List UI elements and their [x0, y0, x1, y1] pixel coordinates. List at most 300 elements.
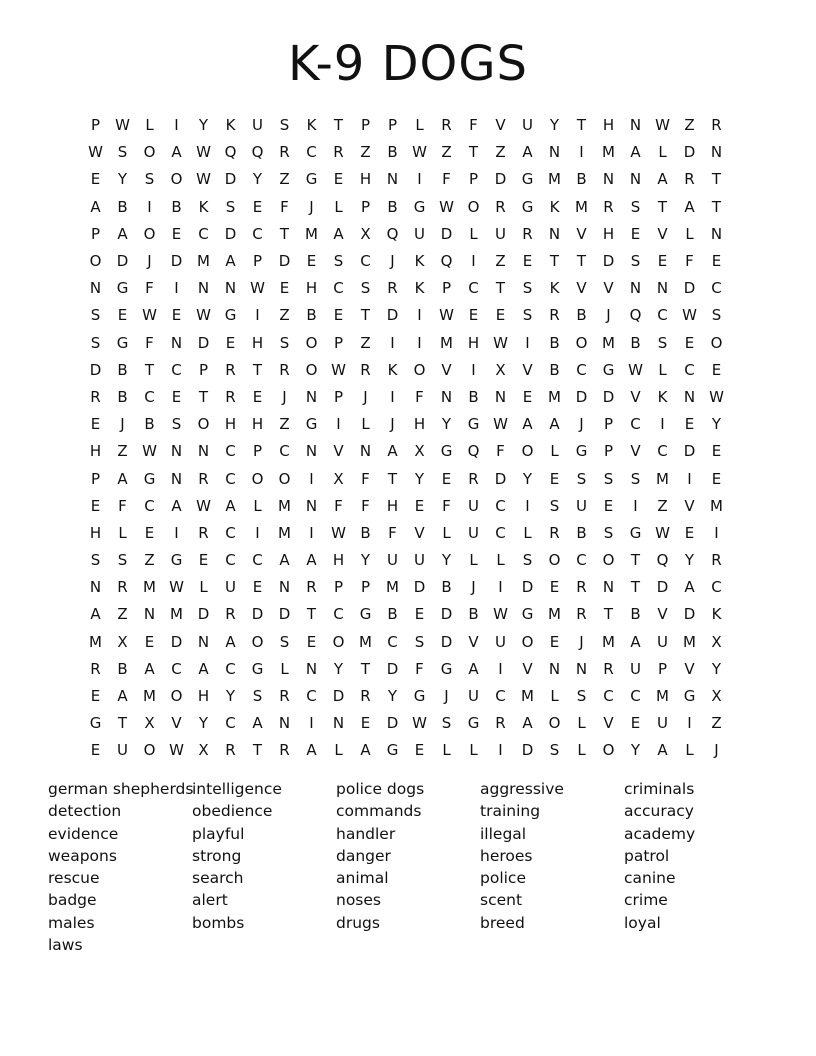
grid-cell[interactable]: T: [387, 469, 398, 488]
grid-cell[interactable]: G: [629, 523, 642, 542]
grid-cell[interactable]: R: [225, 387, 236, 406]
grid-cell[interactable]: F: [442, 170, 451, 189]
grid-cell[interactable]: T: [360, 306, 371, 325]
grid-cell[interactable]: C: [630, 687, 641, 706]
grid-cell[interactable]: H: [413, 415, 426, 434]
grid-cell[interactable]: E: [360, 714, 371, 733]
grid-cell[interactable]: M: [656, 687, 669, 706]
grid-cell[interactable]: C: [576, 551, 587, 570]
grid-cell[interactable]: D: [683, 442, 696, 461]
grid-cell[interactable]: I: [714, 523, 719, 542]
grid-cell[interactable]: J: [606, 306, 611, 325]
grid-cell[interactable]: V: [441, 360, 452, 379]
grid-cell[interactable]: I: [255, 523, 260, 542]
grid-cell[interactable]: G: [359, 605, 372, 624]
grid-cell[interactable]: I: [309, 523, 314, 542]
grid-cell[interactable]: D: [332, 687, 345, 706]
grid-cell[interactable]: P: [90, 116, 101, 135]
grid-cell[interactable]: S: [711, 306, 722, 325]
grid-cell[interactable]: Z: [360, 143, 371, 162]
grid-cell[interactable]: O: [710, 333, 723, 352]
grid-cell[interactable]: N: [197, 279, 210, 298]
grid-cell[interactable]: F: [388, 523, 397, 542]
grid-cell[interactable]: G: [413, 687, 426, 706]
grid-cell[interactable]: L: [253, 496, 262, 515]
grid-cell[interactable]: K: [549, 279, 560, 298]
grid-cell[interactable]: R: [576, 578, 587, 597]
grid-cell[interactable]: L: [496, 551, 505, 570]
grid-cell[interactable]: D: [494, 469, 507, 488]
grid-cell[interactable]: E: [90, 415, 101, 434]
grid-cell[interactable]: C: [333, 279, 344, 298]
grid-cell[interactable]: R: [225, 360, 236, 379]
grid-cell[interactable]: U: [468, 687, 479, 706]
grid-cell[interactable]: C: [711, 578, 722, 597]
grid-cell[interactable]: U: [225, 578, 236, 597]
grid-cell[interactable]: Q: [386, 224, 399, 243]
grid-cell[interactable]: H: [305, 279, 318, 298]
grid-cell[interactable]: O: [548, 714, 561, 733]
grid-cell[interactable]: Y: [252, 170, 263, 189]
grid-cell[interactable]: E: [711, 252, 722, 271]
grid-cell[interactable]: B: [144, 415, 155, 434]
grid-cell[interactable]: E: [90, 170, 101, 189]
grid-cell[interactable]: H: [224, 415, 237, 434]
grid-cell[interactable]: E: [414, 741, 425, 760]
grid-cell[interactable]: L: [199, 578, 208, 597]
grid-cell[interactable]: D: [386, 659, 399, 678]
grid-cell[interactable]: E: [414, 496, 425, 515]
grid-cell[interactable]: G: [251, 659, 264, 678]
grid-cell[interactable]: F: [685, 252, 694, 271]
grid-cell[interactable]: B: [630, 333, 641, 352]
grid-cell[interactable]: E: [657, 252, 668, 271]
grid-cell[interactable]: B: [387, 197, 398, 216]
grid-cell[interactable]: Z: [279, 306, 290, 325]
grid-cell[interactable]: E: [306, 632, 317, 651]
grid-cell[interactable]: N: [494, 387, 507, 406]
grid-cell[interactable]: Y: [198, 116, 209, 135]
grid-cell[interactable]: R: [279, 360, 290, 379]
grid-cell[interactable]: E: [522, 252, 533, 271]
grid-cell[interactable]: O: [143, 224, 156, 243]
grid-cell[interactable]: T: [252, 360, 263, 379]
grid-cell[interactable]: G: [521, 170, 534, 189]
grid-cell[interactable]: Y: [549, 116, 560, 135]
grid-cell[interactable]: V: [576, 279, 587, 298]
grid-cell[interactable]: H: [602, 224, 615, 243]
grid-cell[interactable]: N: [278, 578, 291, 597]
grid-cell[interactable]: O: [332, 632, 345, 651]
grid-cell[interactable]: T: [630, 551, 641, 570]
grid-cell[interactable]: Y: [711, 415, 722, 434]
grid-cell[interactable]: E: [117, 306, 128, 325]
grid-cell[interactable]: D: [440, 605, 453, 624]
grid-cell[interactable]: F: [118, 496, 127, 515]
grid-cell[interactable]: R: [90, 387, 101, 406]
grid-cell[interactable]: L: [469, 741, 478, 760]
grid-cell[interactable]: N: [440, 387, 453, 406]
grid-cell[interactable]: M: [278, 496, 291, 515]
grid-cell[interactable]: W: [169, 578, 184, 597]
grid-cell[interactable]: A: [684, 578, 695, 597]
grid-cell[interactable]: C: [333, 605, 344, 624]
grid-cell[interactable]: K: [414, 279, 425, 298]
grid-cell[interactable]: D: [278, 605, 291, 624]
grid-cell[interactable]: N: [710, 143, 723, 162]
grid-cell[interactable]: E: [441, 469, 452, 488]
grid-cell[interactable]: V: [684, 659, 695, 678]
grid-cell[interactable]: A: [117, 687, 128, 706]
grid-cell[interactable]: D: [89, 360, 102, 379]
grid-cell[interactable]: D: [602, 252, 615, 271]
grid-cell[interactable]: Z: [495, 143, 506, 162]
grid-cell[interactable]: Z: [711, 714, 722, 733]
grid-cell[interactable]: E: [279, 279, 290, 298]
grid-cell[interactable]: C: [576, 360, 587, 379]
grid-cell[interactable]: B: [306, 306, 317, 325]
grid-cell[interactable]: V: [468, 632, 479, 651]
grid-cell[interactable]: A: [684, 197, 695, 216]
grid-cell[interactable]: W: [493, 415, 508, 434]
grid-cell[interactable]: N: [332, 714, 345, 733]
grid-cell[interactable]: O: [305, 360, 318, 379]
grid-cell[interactable]: D: [521, 578, 534, 597]
grid-cell[interactable]: Q: [224, 143, 237, 162]
grid-cell[interactable]: E: [333, 170, 344, 189]
grid-cell[interactable]: O: [170, 687, 183, 706]
grid-cell[interactable]: N: [278, 714, 291, 733]
grid-cell[interactable]: O: [143, 741, 156, 760]
grid-cell[interactable]: Z: [279, 415, 290, 434]
grid-cell[interactable]: E: [549, 632, 560, 651]
grid-cell[interactable]: L: [280, 659, 289, 678]
grid-cell[interactable]: C: [225, 659, 236, 678]
grid-cell[interactable]: U: [657, 632, 668, 651]
grid-cell[interactable]: F: [334, 496, 343, 515]
grid-cell[interactable]: L: [658, 360, 667, 379]
grid-cell[interactable]: A: [225, 632, 236, 651]
grid-cell[interactable]: S: [171, 415, 182, 434]
grid-cell[interactable]: X: [711, 687, 722, 706]
grid-cell[interactable]: E: [630, 224, 641, 243]
grid-cell[interactable]: D: [197, 333, 210, 352]
grid-cell[interactable]: I: [417, 333, 422, 352]
grid-cell[interactable]: R: [495, 197, 506, 216]
grid-cell[interactable]: C: [279, 442, 290, 461]
grid-cell[interactable]: R: [522, 224, 533, 243]
grid-cell[interactable]: P: [657, 659, 668, 678]
grid-cell[interactable]: J: [714, 741, 719, 760]
grid-cell[interactable]: V: [171, 714, 182, 733]
grid-cell[interactable]: M: [197, 252, 210, 271]
grid-cell[interactable]: G: [521, 605, 534, 624]
grid-cell[interactable]: L: [550, 442, 559, 461]
grid-cell[interactable]: Q: [629, 306, 642, 325]
grid-cell[interactable]: P: [90, 469, 101, 488]
grid-cell[interactable]: Y: [441, 415, 452, 434]
grid-cell[interactable]: M: [548, 605, 561, 624]
grid-cell[interactable]: W: [331, 523, 346, 542]
grid-cell[interactable]: C: [630, 415, 641, 434]
grid-cell[interactable]: D: [683, 143, 696, 162]
grid-cell[interactable]: B: [117, 197, 128, 216]
grid-cell[interactable]: I: [660, 415, 665, 434]
grid-cell[interactable]: H: [332, 551, 345, 570]
grid-cell[interactable]: V: [522, 659, 533, 678]
grid-cell[interactable]: C: [360, 252, 371, 271]
grid-cell[interactable]: T: [549, 252, 560, 271]
grid-cell[interactable]: L: [685, 224, 694, 243]
grid-cell[interactable]: W: [250, 279, 265, 298]
grid-cell[interactable]: J: [579, 415, 584, 434]
grid-cell[interactable]: A: [657, 170, 668, 189]
grid-cell[interactable]: E: [522, 387, 533, 406]
grid-cell[interactable]: K: [414, 252, 425, 271]
grid-cell[interactable]: H: [251, 415, 264, 434]
grid-cell[interactable]: D: [278, 252, 291, 271]
grid-cell[interactable]: X: [333, 469, 344, 488]
grid-cell[interactable]: T: [144, 360, 155, 379]
grid-cell[interactable]: R: [549, 306, 560, 325]
grid-cell[interactable]: N: [629, 170, 642, 189]
grid-cell[interactable]: Y: [225, 687, 236, 706]
grid-cell[interactable]: G: [224, 306, 237, 325]
grid-cell[interactable]: A: [252, 714, 263, 733]
grid-cell[interactable]: O: [602, 741, 615, 760]
grid-cell[interactable]: T: [711, 197, 722, 216]
grid-cell[interactable]: K: [198, 197, 209, 216]
grid-cell[interactable]: S: [333, 252, 344, 271]
grid-cell[interactable]: H: [386, 496, 399, 515]
grid-cell[interactable]: W: [196, 306, 211, 325]
grid-cell[interactable]: Z: [657, 496, 668, 515]
grid-cell[interactable]: C: [225, 551, 236, 570]
grid-cell[interactable]: E: [144, 632, 155, 651]
grid-cell[interactable]: C: [657, 306, 668, 325]
grid-cell[interactable]: N: [224, 279, 237, 298]
grid-cell[interactable]: N: [548, 659, 561, 678]
grid-cell[interactable]: R: [711, 116, 722, 135]
grid-cell[interactable]: I: [174, 279, 179, 298]
grid-cell[interactable]: N: [386, 170, 399, 189]
grid-cell[interactable]: D: [683, 605, 696, 624]
grid-cell[interactable]: G: [575, 442, 588, 461]
grid-cell[interactable]: O: [143, 143, 156, 162]
grid-cell[interactable]: R: [576, 605, 587, 624]
grid-cell[interactable]: K: [549, 197, 560, 216]
grid-cell[interactable]: Z: [360, 333, 371, 352]
grid-cell[interactable]: B: [576, 170, 587, 189]
grid-cell[interactable]: P: [90, 224, 101, 243]
grid-cell[interactable]: V: [657, 605, 668, 624]
grid-cell[interactable]: Z: [684, 116, 695, 135]
grid-cell[interactable]: G: [467, 714, 480, 733]
grid-cell[interactable]: X: [117, 632, 128, 651]
grid-cell[interactable]: A: [198, 659, 209, 678]
grid-cell[interactable]: T: [630, 578, 641, 597]
grid-cell[interactable]: A: [117, 224, 128, 243]
grid-cell[interactable]: L: [145, 116, 154, 135]
grid-cell[interactable]: S: [603, 469, 614, 488]
grid-cell[interactable]: S: [279, 632, 290, 651]
grid-cell[interactable]: V: [333, 442, 344, 461]
grid-cell[interactable]: G: [143, 469, 156, 488]
grid-cell[interactable]: T: [198, 387, 209, 406]
grid-cell[interactable]: V: [630, 442, 641, 461]
grid-cell[interactable]: I: [525, 496, 530, 515]
grid-cell[interactable]: B: [468, 387, 479, 406]
grid-cell[interactable]: R: [225, 605, 236, 624]
grid-cell[interactable]: P: [387, 116, 398, 135]
grid-cell[interactable]: U: [657, 714, 668, 733]
grid-cell[interactable]: D: [170, 632, 183, 651]
grid-cell[interactable]: E: [198, 551, 209, 570]
grid-cell[interactable]: N: [305, 496, 318, 515]
grid-cell[interactable]: P: [252, 252, 263, 271]
grid-cell[interactable]: S: [252, 687, 263, 706]
grid-cell[interactable]: D: [224, 170, 237, 189]
grid-cell[interactable]: A: [630, 632, 641, 651]
grid-cell[interactable]: G: [467, 415, 480, 434]
grid-cell[interactable]: Q: [251, 143, 264, 162]
grid-cell[interactable]: A: [225, 252, 236, 271]
grid-cell[interactable]: F: [415, 387, 424, 406]
grid-cell[interactable]: N: [197, 632, 210, 651]
grid-cell[interactable]: O: [305, 333, 318, 352]
grid-cell[interactable]: S: [144, 170, 155, 189]
grid-cell[interactable]: N: [602, 170, 615, 189]
grid-cell[interactable]: L: [469, 224, 478, 243]
grid-cell[interactable]: J: [363, 387, 368, 406]
grid-cell[interactable]: E: [90, 496, 101, 515]
grid-cell[interactable]: C: [306, 687, 317, 706]
grid-cell[interactable]: M: [602, 143, 615, 162]
grid-cell[interactable]: C: [198, 224, 209, 243]
grid-cell[interactable]: A: [306, 551, 317, 570]
grid-cell[interactable]: Z: [117, 605, 128, 624]
grid-cell[interactable]: R: [468, 469, 479, 488]
grid-cell[interactable]: S: [657, 333, 668, 352]
grid-cell[interactable]: F: [415, 659, 424, 678]
grid-cell[interactable]: J: [309, 197, 314, 216]
grid-cell[interactable]: S: [549, 741, 560, 760]
grid-cell[interactable]: I: [498, 659, 503, 678]
grid-cell[interactable]: M: [359, 632, 372, 651]
grid-cell[interactable]: A: [225, 496, 236, 515]
grid-cell[interactable]: T: [576, 116, 587, 135]
grid-cell[interactable]: J: [120, 415, 125, 434]
grid-cell[interactable]: F: [145, 333, 154, 352]
grid-cell[interactable]: F: [361, 469, 370, 488]
grid-cell[interactable]: G: [386, 741, 399, 760]
grid-cell[interactable]: O: [89, 252, 102, 271]
grid-cell[interactable]: N: [197, 442, 210, 461]
grid-cell[interactable]: Y: [414, 469, 425, 488]
grid-cell[interactable]: T: [252, 741, 263, 760]
grid-cell[interactable]: U: [495, 224, 506, 243]
grid-cell[interactable]: O: [251, 632, 264, 651]
grid-cell[interactable]: D: [197, 605, 210, 624]
grid-cell[interactable]: M: [548, 170, 561, 189]
grid-cell[interactable]: R: [387, 279, 398, 298]
grid-cell[interactable]: O: [548, 551, 561, 570]
grid-cell[interactable]: G: [305, 170, 318, 189]
grid-cell[interactable]: T: [711, 170, 722, 189]
grid-cell[interactable]: U: [522, 116, 533, 135]
grid-cell[interactable]: P: [333, 333, 344, 352]
grid-cell[interactable]: U: [414, 224, 425, 243]
grid-cell[interactable]: W: [115, 116, 130, 135]
grid-cell[interactable]: X: [711, 632, 722, 651]
grid-cell[interactable]: L: [334, 741, 343, 760]
grid-cell[interactable]: W: [412, 143, 427, 162]
grid-cell[interactable]: J: [579, 632, 584, 651]
grid-cell[interactable]: Y: [441, 551, 452, 570]
grid-cell[interactable]: E: [603, 496, 614, 515]
grid-cell[interactable]: C: [252, 551, 263, 570]
grid-cell[interactable]: L: [334, 197, 343, 216]
grid-cell[interactable]: W: [412, 714, 427, 733]
grid-cell[interactable]: M: [143, 578, 156, 597]
grid-cell[interactable]: D: [251, 605, 264, 624]
grid-cell[interactable]: M: [170, 605, 183, 624]
grid-cell[interactable]: J: [147, 252, 152, 271]
grid-cell[interactable]: L: [550, 687, 559, 706]
grid-cell[interactable]: V: [684, 496, 695, 515]
grid-cell[interactable]: C: [171, 659, 182, 678]
grid-cell[interactable]: T: [306, 605, 317, 624]
grid-cell[interactable]: R: [495, 714, 506, 733]
grid-cell[interactable]: Y: [711, 659, 722, 678]
grid-cell[interactable]: L: [118, 523, 127, 542]
grid-cell[interactable]: M: [386, 578, 399, 597]
grid-cell[interactable]: M: [278, 523, 291, 542]
grid-cell[interactable]: E: [252, 387, 263, 406]
grid-cell[interactable]: L: [577, 714, 586, 733]
grid-cell[interactable]: U: [468, 496, 479, 515]
grid-cell[interactable]: N: [683, 387, 696, 406]
grid-cell[interactable]: Z: [117, 442, 128, 461]
grid-cell[interactable]: I: [498, 578, 503, 597]
grid-cell[interactable]: N: [656, 279, 669, 298]
grid-cell[interactable]: S: [360, 279, 371, 298]
grid-cell[interactable]: I: [390, 387, 395, 406]
grid-cell[interactable]: W: [655, 116, 670, 135]
grid-cell[interactable]: E: [549, 578, 560, 597]
grid-cell[interactable]: A: [90, 197, 101, 216]
grid-cell[interactable]: V: [603, 279, 614, 298]
grid-cell[interactable]: D: [575, 387, 588, 406]
grid-cell[interactable]: D: [413, 578, 426, 597]
grid-cell[interactable]: F: [442, 496, 451, 515]
grid-cell[interactable]: E: [171, 306, 182, 325]
grid-cell[interactable]: R: [117, 578, 128, 597]
grid-cell[interactable]: R: [225, 741, 236, 760]
grid-cell[interactable]: E: [711, 442, 722, 461]
grid-cell[interactable]: T: [603, 605, 614, 624]
grid-cell[interactable]: A: [360, 741, 371, 760]
grid-cell[interactable]: S: [117, 551, 128, 570]
grid-cell[interactable]: R: [711, 551, 722, 570]
grid-cell[interactable]: T: [333, 116, 344, 135]
grid-cell[interactable]: I: [255, 306, 260, 325]
grid-cell[interactable]: Y: [387, 687, 398, 706]
grid-cell[interactable]: C: [144, 496, 155, 515]
grid-cell[interactable]: S: [630, 469, 641, 488]
grid-cell[interactable]: Q: [467, 442, 480, 461]
grid-cell[interactable]: M: [305, 224, 318, 243]
